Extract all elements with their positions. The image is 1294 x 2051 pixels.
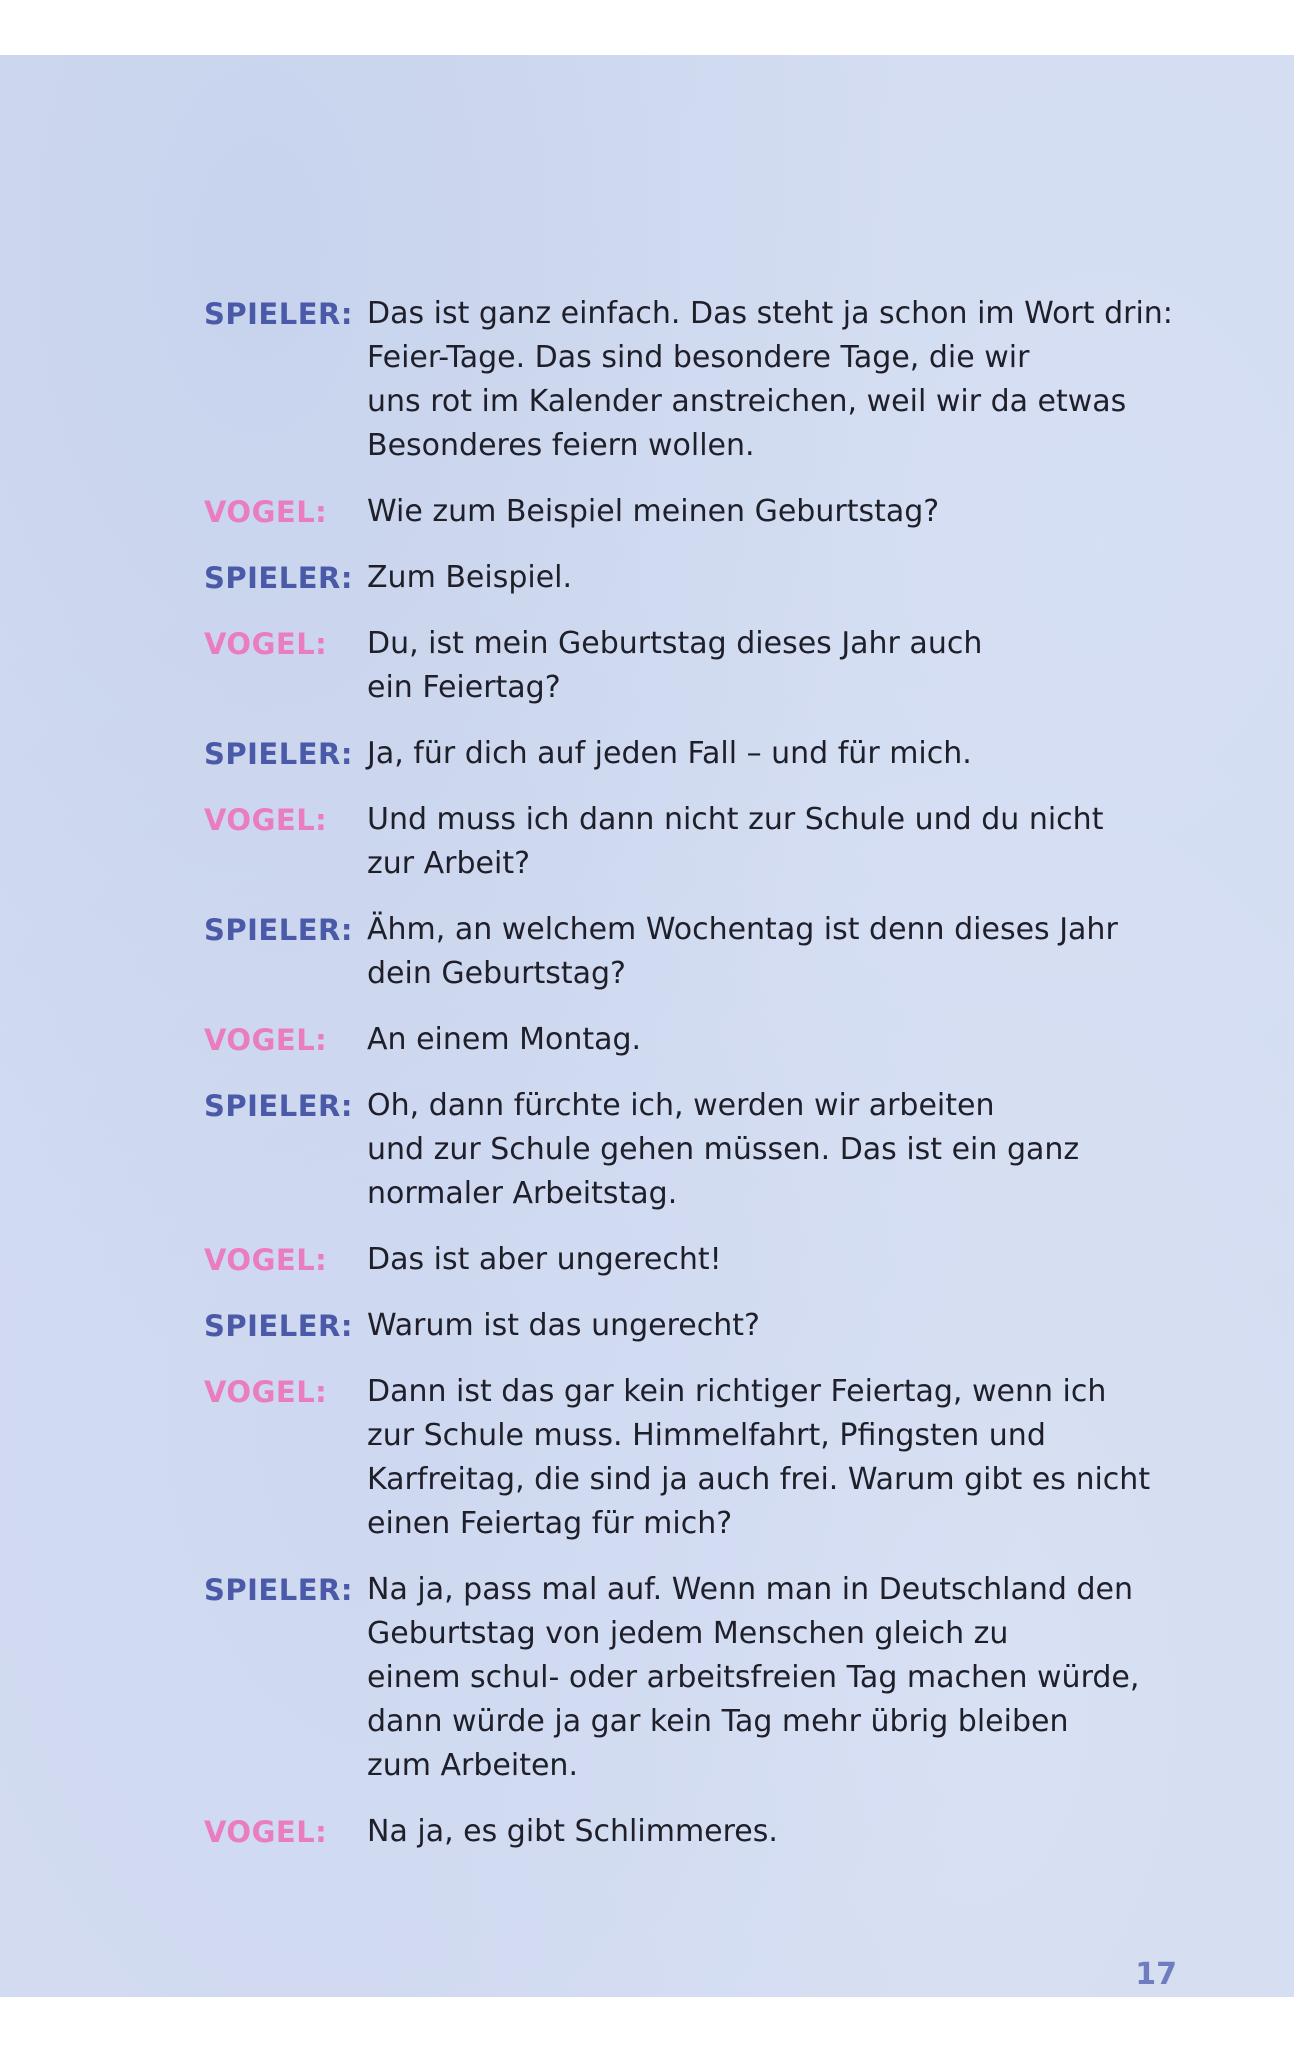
dialogue-line bbox=[204, 292, 1184, 468]
dialogue-line bbox=[204, 1018, 1184, 1062]
speaker-label: SPIELER: bbox=[204, 297, 353, 331]
dialogue-line bbox=[204, 490, 1184, 534]
dialogue-line bbox=[204, 1568, 1184, 1788]
dialogue-line bbox=[204, 798, 1184, 886]
speaker-label: VOGEL: bbox=[204, 1243, 328, 1277]
speaker-label: VOGEL: bbox=[204, 1023, 328, 1057]
dialogue-text: An einem Montag. bbox=[367, 1022, 642, 1057]
dialogue-text: Und muss ich dann nicht zur Schule und du nicht zur Arbeit? bbox=[367, 802, 1104, 881]
speaker-label: VOGEL: bbox=[204, 495, 328, 529]
dialogue-line bbox=[204, 1370, 1184, 1546]
page-background bbox=[0, 55, 1294, 1997]
dialogue-text: Du, ist mein Geburtstag dieses Jahr auch ein Feiertag? bbox=[367, 626, 983, 705]
dialogue-line bbox=[204, 1084, 1184, 1216]
dialogue-text: Warum ist das ungerecht? bbox=[367, 1308, 760, 1343]
dialogue-text: Zum Beispiel. bbox=[367, 560, 573, 595]
dialogue-line bbox=[204, 1304, 1184, 1348]
dialogue-text: Na ja, pass mal auf. Wenn man in Deutschland den Geburtstag von jedem Menschen gleich zu einem schul- oder arbeitsfreien Tag machen würde, dann würde ja gar kein Tag mehr übrig bleiben zum Arbeiten. bbox=[367, 1572, 1140, 1783]
speaker-label: SPIELER: bbox=[204, 1573, 353, 1607]
dialogue-line bbox=[204, 1810, 1184, 1854]
speaker-label: VOGEL: bbox=[204, 1375, 328, 1409]
dialogue-text: Wie zum Beispiel meinen Geburtstag? bbox=[367, 494, 940, 529]
dialogue-text: Oh, dann fürchte ich, werden wir arbeiten und zur Schule gehen müssen. Das ist ein ganz normaler Arbeitstag. bbox=[367, 1088, 1080, 1211]
speaker-label: VOGEL: bbox=[204, 1815, 328, 1849]
dialogue-text: Das ist ganz einfach. Das steht ja schon im Wort drin: Feier-Tage. Das sind besondere Tage, die wir uns rot im Kalender anstreichen, weil wir da etwas Besonderes feiern wollen. bbox=[367, 296, 1173, 463]
speaker-label: VOGEL: bbox=[204, 803, 328, 837]
dialogue-line bbox=[204, 908, 1184, 996]
dialogue-line bbox=[204, 732, 1184, 776]
dialogue-text: Dann ist das gar kein richtiger Feiertag, wenn ich zur Schule muss. Himmelfahrt, Pfingsten und Karfreitag, die sind ja auch frei. Warum gibt es nicht einen Feiertag für mich? bbox=[367, 1374, 1151, 1541]
dialogue-list bbox=[204, 292, 1184, 1876]
dialogue-text: Ähm, an welchem Wochentag ist denn dieses Jahr dein Geburtstag? bbox=[367, 912, 1118, 991]
dialogue-text: Na ja, es gibt Schlimmeres. bbox=[367, 1814, 778, 1849]
speaker-label: VOGEL: bbox=[204, 627, 328, 661]
speaker-label: SPIELER: bbox=[204, 561, 353, 595]
speaker-label: SPIELER: bbox=[204, 913, 353, 947]
speaker-label: SPIELER: bbox=[204, 1089, 353, 1123]
speaker-label: SPIELER: bbox=[204, 737, 353, 771]
dialogue-line bbox=[204, 1238, 1184, 1282]
speaker-label: SPIELER: bbox=[204, 1309, 353, 1343]
dialogue-text: Ja, für dich auf jeden Fall – und für mich. bbox=[367, 736, 972, 771]
page-number: 17 bbox=[1135, 1957, 1177, 1992]
dialogue-line bbox=[204, 622, 1184, 710]
dialogue-line bbox=[204, 556, 1184, 600]
dialogue-text: Das ist aber ungerecht! bbox=[367, 1242, 722, 1277]
